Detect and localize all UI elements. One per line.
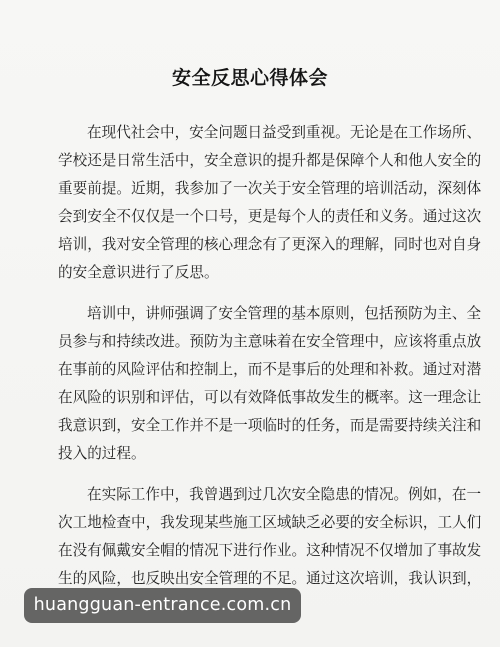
paragraph-line: 在现代社会中，安全问题日益受到重视。无论是在工作场所、 [87,124,482,141]
paragraph-line: 生的风险，也反映出安全管理的不足。通过这次培训，我认识到， [58,570,482,587]
paragraph-3 [58,481,482,593]
paragraph-line: 在没有佩戴安全帽的情况下进行作业。这种情况不仅增加了事故发 [58,542,482,559]
watermark-badge: huangguan-entrance.com.cn [24,588,301,623]
paragraph-line: 投入的过程。 [58,445,146,462]
paragraph-line: 在事前的风险评估和控制上，而不是事后的处理和补救。通过对潜 [58,361,482,378]
paragraph-line: 的安全意识进行了反思。 [58,264,219,281]
paragraph-line: 培训，我对安全管理的核心理念有了更深入的理解，同时也对自身 [58,236,482,253]
paragraph-line: 学校还是日常生活中，安全意识的提升都是保障个人和他人安全的 [58,152,482,169]
paragraph-line: 重要前提。近期，我参加了一次关于安全管理的培训活动，深刻体 [58,180,482,197]
paragraph-2 [58,300,482,468]
paragraph-line: 在实际工作中，我曾遇到过几次安全隐患的情况。例如，在一 [87,486,482,503]
paragraph-line: 在风险的识别和评估，可以有效降低事故发生的概率。这一理念让 [58,389,482,406]
paragraph-line: 我意识到，安全工作并不是一项临时的任务，而是需要持续关注和 [58,417,482,434]
paragraph-1 [58,119,482,287]
document-title: 安全反思心得体会 [171,67,328,89]
paragraph-line: 会到安全不仅仅是一个口号，更是每个人的责任和义务。通过这次 [58,208,482,225]
paragraph-line: 次工地检查中，我发现某些施工区域缺乏必要的安全标识，工人们 [58,514,482,531]
paragraph-line: 员参与和持续改进。预防为主意味着在安全管理中，应该将重点放 [58,333,482,350]
paragraph-line: 培训中，讲师强调了安全管理的基本原则，包括预防为主、全 [87,305,482,322]
